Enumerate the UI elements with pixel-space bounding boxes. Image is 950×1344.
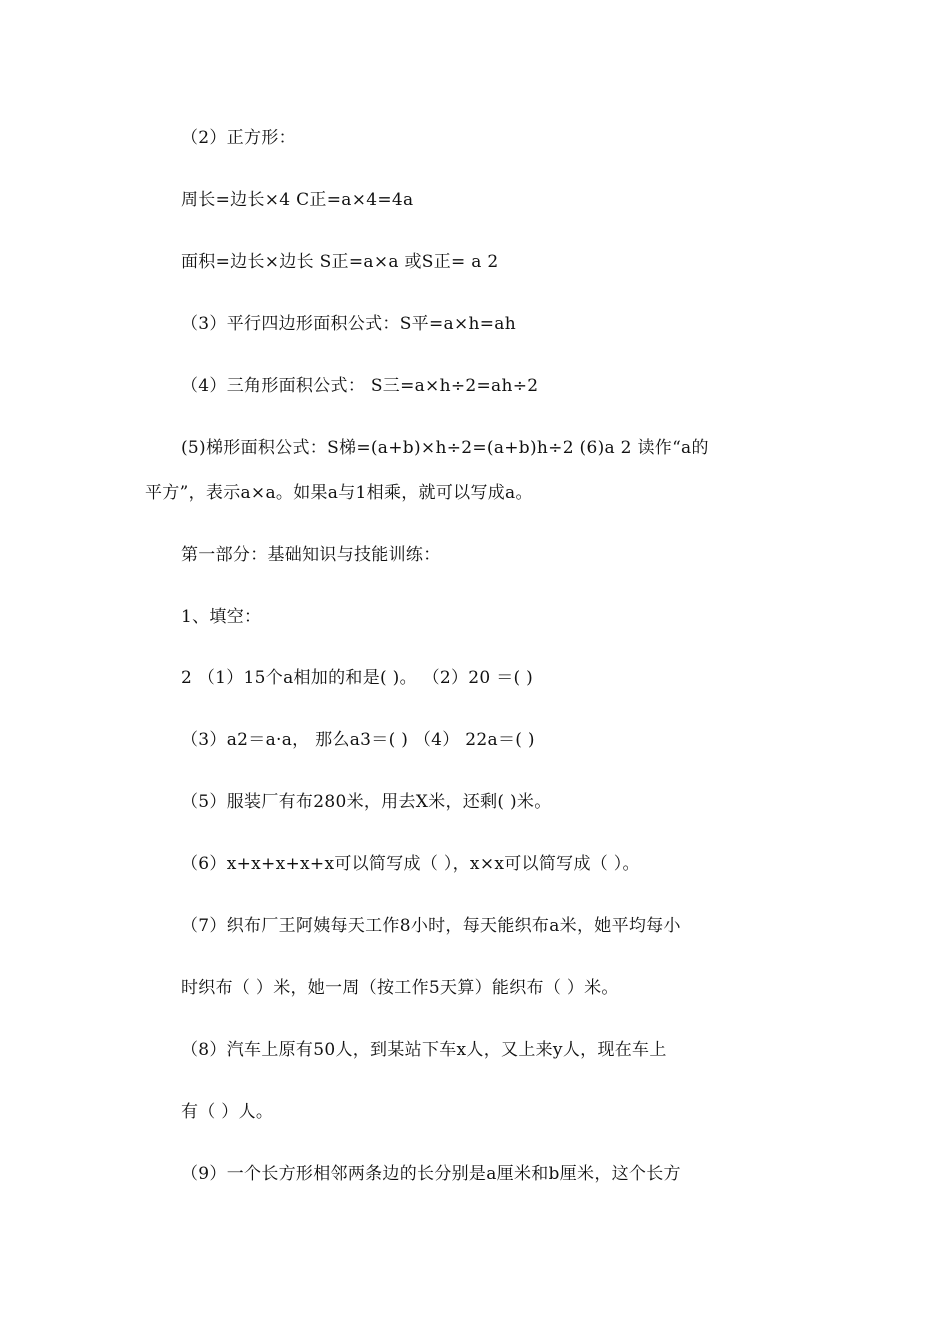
text-line-3: 面积=边长×边长 S正=a×a 或S正= a 2 [181,252,499,272]
text-line-8: 第一部分：基础知识与技能训练： [181,545,441,565]
text-line-11: （3）a2＝a·a， 那么a3＝( ) （4） 22a＝( ) [181,730,535,750]
text-line-17: 有（ ）人。 [181,1102,274,1122]
text-line-16: （8）汽车上原有50人，到某站下车x人，又上来y人，现在车上 [181,1040,667,1060]
text-line-5: （4）三角形面积公式： S三=a×h÷2=ah÷2 [181,376,539,396]
text-line-18: （9）一个长方形相邻两条边的长分别是a厘米和b厘米，这个长方 [181,1164,681,1184]
text-line-13: （6）x+x+x+x+x可以简写成（ ），x×x可以简写成（ ）。 [181,854,640,874]
text-line-1: （2）正方形： [181,128,296,148]
text-line-2: 周长=边长×4 C正=a×4=4a [181,190,414,210]
text-line-10: 2 （1）15个a相加的和是( )。 （2）20 ＝( ) [181,668,534,688]
text-line-12: （5）服装厂有布280米，用去X米，还剩( )米。 [181,792,552,812]
text-line-4: （3）平行四边形面积公式：S平=a×h=ah [181,314,516,334]
text-line-9: 1、填空： [181,607,262,627]
text-line-14: （7）织布厂王阿姨每天工作8小时，每天能织布a米，她平均每小 [181,916,681,936]
text-line-15: 时织布（ ）米，她一周（按工作5天算）能织布（ ）米。 [181,978,619,998]
text-line-6: (5)梯形面积公式：S梯=(a+b)×h÷2=(a+b)h÷2 (6)a 2 读作“a的 [181,438,709,458]
text-line-7: 平方”，表示a×a。如果a与1相乘，就可以写成a。 [145,483,533,503]
